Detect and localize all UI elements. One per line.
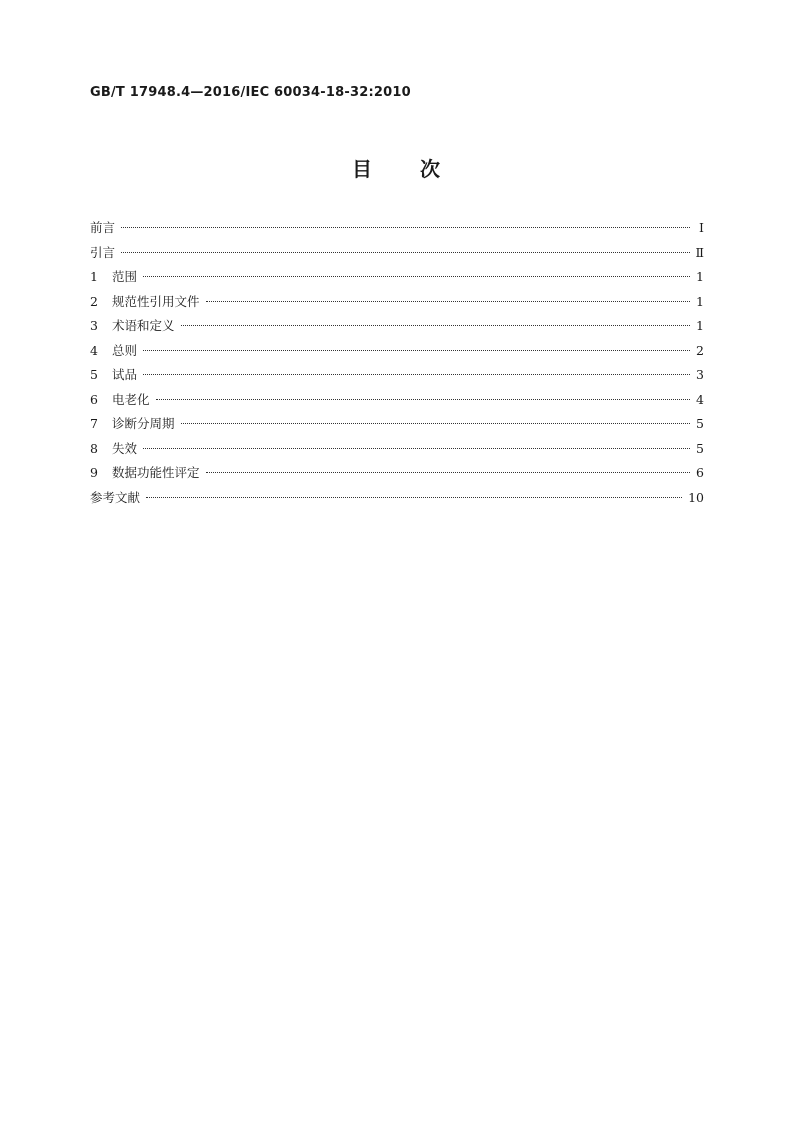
toc-entry-introduction[interactable] bbox=[90, 243, 704, 268]
toc-entry-page: 5 bbox=[696, 416, 704, 431]
toc-entry-label: 引言 bbox=[90, 244, 116, 260]
toc-list bbox=[90, 218, 704, 512]
toc-entry-number: 2 bbox=[90, 293, 98, 309]
toc-entry-page: 1 bbox=[696, 269, 704, 284]
toc-entry-page: 6 bbox=[696, 465, 704, 480]
toc-entry-foreword[interactable] bbox=[90, 218, 704, 243]
toc-entry-page: 2 bbox=[696, 342, 704, 358]
toc-entry-page: 3 bbox=[696, 367, 704, 382]
toc-leader-dots bbox=[143, 448, 690, 449]
toc-entry-failure[interactable] bbox=[90, 439, 704, 464]
toc-entry-bibliography[interactable] bbox=[90, 488, 704, 513]
toc-entry-label: 范围 bbox=[112, 269, 138, 284]
toc-leader-dots bbox=[121, 227, 690, 228]
toc-entry-electrical-ageing[interactable] bbox=[90, 390, 704, 415]
standard-number: GB/T 17948.4—2016/IEC 60034-18-32:2010 bbox=[90, 85, 411, 100]
toc-entry-page: 4 bbox=[696, 391, 704, 407]
page-title bbox=[0, 153, 794, 182]
toc-entry-page: 1 bbox=[696, 318, 704, 333]
toc-entry-page: Ⅰ bbox=[699, 220, 704, 235]
toc-leader-dots bbox=[156, 399, 690, 400]
toc-entry-page: Ⅱ bbox=[695, 244, 704, 260]
toc-entry-label: 电老化 bbox=[112, 391, 150, 407]
toc-entry-number: 3 bbox=[90, 318, 98, 333]
toc-entry-page: 1 bbox=[696, 293, 704, 309]
toc-leader-dots bbox=[181, 423, 690, 424]
toc-entry-normative-references[interactable] bbox=[90, 292, 704, 317]
toc-entry-label: 诊断分周期 bbox=[112, 416, 175, 431]
toc-leader-dots bbox=[181, 325, 690, 326]
toc-entry-label: 前言 bbox=[90, 220, 116, 235]
toc-entry-label: 总则 bbox=[112, 342, 138, 358]
toc-leader-dots bbox=[206, 472, 690, 473]
toc-entry-test-objects[interactable] bbox=[90, 365, 704, 390]
toc-entry-functional-evaluation[interactable] bbox=[90, 463, 704, 488]
toc-entry-number: 9 bbox=[90, 465, 98, 480]
toc-entry-number: 7 bbox=[90, 416, 98, 431]
toc-entry-label: 失效 bbox=[112, 440, 138, 456]
toc-leader-dots bbox=[146, 497, 682, 498]
toc-entry-number: 5 bbox=[90, 367, 98, 382]
toc-entry-number: 8 bbox=[90, 440, 98, 456]
toc-entry-label: 试品 bbox=[112, 367, 138, 382]
toc-leader-dots bbox=[143, 350, 690, 351]
toc-entry-scope[interactable] bbox=[90, 267, 704, 292]
toc-entry-page: 10 bbox=[688, 489, 704, 505]
toc-entry-terms-definitions[interactable] bbox=[90, 316, 704, 341]
toc-entry-label: 规范性引用文件 bbox=[112, 293, 200, 309]
page-title-part2: 次 bbox=[420, 157, 442, 181]
toc-leader-dots bbox=[143, 276, 690, 277]
toc-entry-page: 5 bbox=[696, 440, 704, 456]
toc-entry-diagnostic-subcycle[interactable] bbox=[90, 414, 704, 439]
toc-entry-label: 参考文献 bbox=[90, 489, 141, 505]
toc-leader-dots bbox=[121, 252, 689, 253]
toc-entry-label: 术语和定义 bbox=[112, 318, 175, 333]
toc-entry-label: 数据功能性评定 bbox=[112, 465, 200, 480]
toc-leader-dots bbox=[206, 301, 690, 302]
toc-entry-number: 1 bbox=[90, 269, 98, 284]
toc-leader-dots bbox=[143, 374, 690, 375]
toc-entry-number: 6 bbox=[90, 391, 98, 407]
toc-entry-number: 4 bbox=[90, 342, 98, 358]
page-title-part1: 目 bbox=[352, 157, 374, 181]
toc-entry-general[interactable] bbox=[90, 341, 704, 366]
